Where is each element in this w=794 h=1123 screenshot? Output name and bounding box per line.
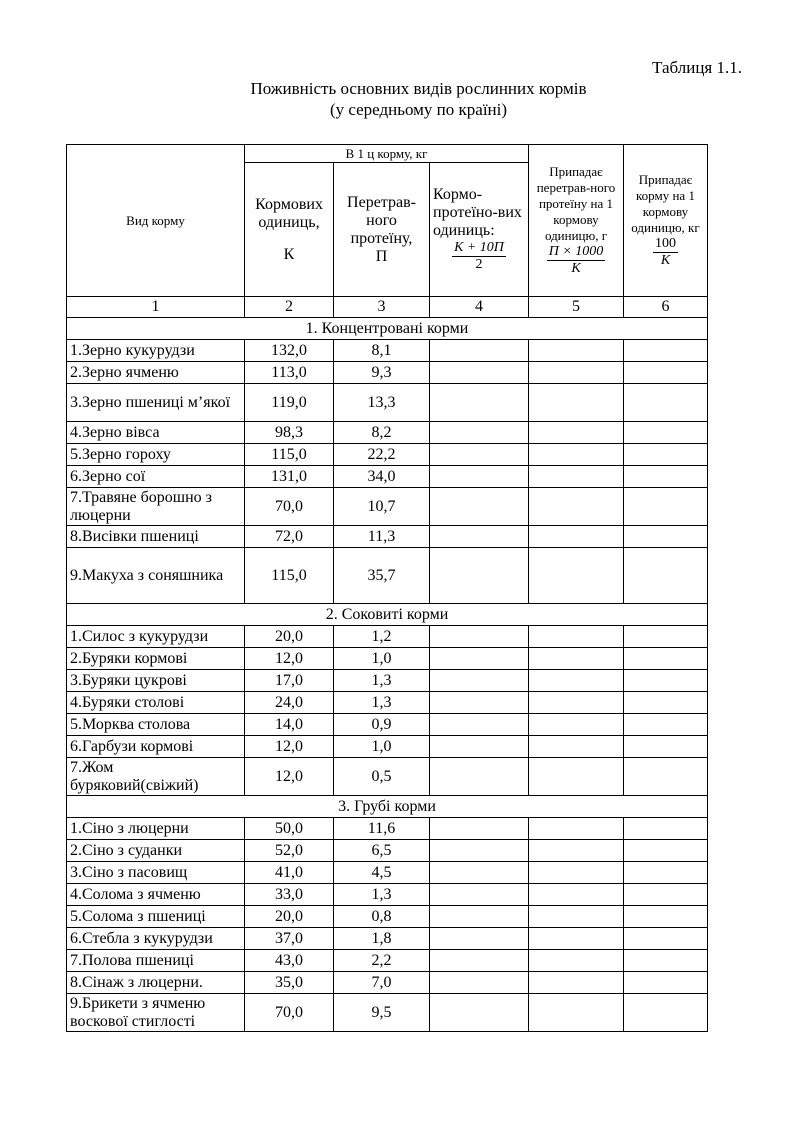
feed-units-cell: 70,0 [245,488,334,526]
protein-per-unit-cell [529,884,624,906]
feed-name-cell: 1.Силос з кукурудзи [67,626,245,648]
feed-name-cell: 9.Брикети з ячменю воскової стиглості [67,994,245,1032]
feed-units-cell: 12,0 [245,648,334,670]
table-row [67,884,708,906]
feed-protein-units-cell [430,444,529,466]
feed-per-unit-cell [624,422,708,444]
feed-per-unit-cell [624,466,708,488]
feed-protein-units-cell [430,906,529,928]
protein-cell: 0,8 [334,906,430,928]
feed-protein-units-cell [430,862,529,884]
column-number: 1 [67,297,245,318]
feed-protein-units-cell [430,670,529,692]
table-row [67,692,708,714]
protein-per-unit-cell [529,758,624,796]
feed-name-cell: 1.Сіно з люцерни [67,818,245,840]
section-title: 2. Соковиті корми [67,604,708,626]
feed-name-cell: 4.Солома з ячменю [67,884,245,906]
header-col6-formula: $\frac{100}{К}$ [655,236,676,268]
feed-protein-units-cell [430,422,529,444]
table-row [67,362,708,384]
table-row [67,994,708,1032]
protein-per-unit-cell [529,736,624,758]
feed-per-unit-cell [624,384,708,422]
protein-cell: 11,6 [334,818,430,840]
protein-cell: 34,0 [334,466,430,488]
feed-name-cell: 7.Жом буряковий(свіжий) [67,758,245,796]
feed-units-cell: 119,0 [245,384,334,422]
protein-per-unit-cell [529,714,624,736]
protein-cell: 0,5 [334,758,430,796]
feed-per-unit-cell [624,626,708,648]
feed-per-unit-cell [624,362,708,384]
header-col5-label: Припадає перетрав-ного протеїну на 1 кормову одиницю, г [536,164,616,243]
protein-cell: 1,8 [334,928,430,950]
protein-per-unit-cell [529,994,624,1032]
feed-per-unit-cell [624,818,708,840]
feed-units-cell: 115,0 [245,444,334,466]
feed-units-cell: 20,0 [245,906,334,928]
feed-per-unit-cell [624,488,708,526]
feed-name-cell: 8.Висівки пшениці [67,526,245,548]
feed-units-cell: 41,0 [245,862,334,884]
table-row [67,840,708,862]
protein-per-unit-cell [529,670,624,692]
protein-per-unit-cell [529,422,624,444]
header-col5 [529,145,624,297]
feed-protein-units-cell [430,340,529,362]
table-row [67,972,708,994]
table-row [67,714,708,736]
protein-cell: 13,3 [334,384,430,422]
protein-cell: 1,3 [334,692,430,714]
feed-protein-units-cell [430,548,529,604]
protein-per-unit-cell [529,444,624,466]
header-col6-label: Припадає корму на 1 кормову одиницю, кг [631,172,700,235]
header-col4-label: Кормо-протеїно-вих одиниць: [433,186,522,239]
protein-cell: 10,7 [334,488,430,526]
table-row [67,526,708,548]
protein-cell: 7,0 [334,972,430,994]
feed-per-unit-cell [624,736,708,758]
feed-units-cell: 72,0 [245,526,334,548]
feed-name-cell: 6.Стебла з кукурудзи [67,928,245,950]
table-row [67,548,708,604]
title-line-2: (у середньому по країні) [329,100,508,119]
feed-name-cell: 5.Зерно гороху [67,444,245,466]
protein-per-unit-cell [529,466,624,488]
protein-cell: 4,5 [334,862,430,884]
protein-cell: 1,2 [334,626,430,648]
header-col3 [334,163,430,297]
feed-per-unit-cell [624,840,708,862]
feed-units-cell: 115,0 [245,548,334,604]
header-col4-formula: $\frac{К + 10П}{2}$ [454,240,504,272]
feed-per-unit-cell [624,444,708,466]
protein-cell: 9,5 [334,994,430,1032]
column-numbers-row [67,297,708,318]
protein-cell: 2,2 [334,950,430,972]
feed-per-unit-cell [624,548,708,604]
feed-name-cell: 5.Солома з пшениці [67,906,245,928]
feed-units-cell: 20,0 [245,626,334,648]
protein-per-unit-cell [529,340,624,362]
feed-protein-units-cell [430,818,529,840]
feed-protein-units-cell [430,648,529,670]
feed-nutrition-table [66,144,708,1032]
feed-protein-units-cell [430,384,529,422]
header-col2 [245,163,334,297]
header-col3-label: Перетрав-ного протеїну, [347,193,416,247]
table-row [67,626,708,648]
feed-per-unit-cell [624,950,708,972]
feed-per-unit-cell [624,994,708,1032]
feed-units-cell: 113,0 [245,362,334,384]
feed-per-unit-cell [624,972,708,994]
feed-units-cell: 70,0 [245,994,334,1032]
feed-protein-units-cell [430,950,529,972]
feed-units-cell: 131,0 [245,466,334,488]
table-row [67,736,708,758]
protein-per-unit-cell [529,526,624,548]
feed-name-cell: 6.Гарбузи кормові [67,736,245,758]
feed-units-cell: 132,0 [245,340,334,362]
protein-per-unit-cell [529,362,624,384]
table-row [67,444,708,466]
feed-name-cell: 5.Морква столова [67,714,245,736]
table-row [67,466,708,488]
table-row [67,488,708,526]
feed-protein-units-cell [430,994,529,1032]
feed-protein-units-cell [430,714,529,736]
feed-units-cell: 24,0 [245,692,334,714]
table-row [67,818,708,840]
protein-per-unit-cell [529,928,624,950]
feed-protein-units-cell [430,488,529,526]
column-number: 4 [430,297,529,318]
table-row [67,648,708,670]
feed-name-cell: 4.Зерно вівса [67,422,245,444]
title-line-1: Поживність основних видів рослинних кормів [250,79,587,98]
protein-per-unit-cell [529,648,624,670]
feed-name-cell: 3.Сіно з пасовищ [67,862,245,884]
feed-protein-units-cell [430,758,529,796]
feed-per-unit-cell [624,340,708,362]
protein-per-unit-cell [529,862,624,884]
feed-per-unit-cell [624,714,708,736]
header-col3-symbol: П [375,247,388,265]
protein-per-unit-cell [529,972,624,994]
feed-per-unit-cell [624,906,708,928]
feed-protein-units-cell [430,626,529,648]
column-number: 5 [529,297,624,318]
table-row [67,950,708,972]
header-col5-formula: $\frac{П \times 1000}{К}$ [548,244,604,276]
feed-per-unit-cell [624,648,708,670]
header-col6 [624,145,708,297]
table-row [67,862,708,884]
protein-cell: 9,3 [334,362,430,384]
feed-protein-units-cell [430,840,529,862]
protein-cell: 6,5 [334,840,430,862]
protein-per-unit-cell [529,840,624,862]
feed-protein-units-cell [430,362,529,384]
feed-name-cell: 3.Зерно пшениці м’якої [67,384,245,422]
section-title: 1. Концентровані корми [67,318,708,340]
feed-protein-units-cell [430,692,529,714]
protein-cell: 1,3 [334,884,430,906]
protein-cell: 8,2 [334,422,430,444]
feed-units-cell: 43,0 [245,950,334,972]
feed-name-cell: 7.Травяне борошно з люцерни [67,488,245,526]
feed-units-cell: 14,0 [245,714,334,736]
protein-per-unit-cell [529,692,624,714]
feed-units-cell: 12,0 [245,736,334,758]
table-number: Таблиця 1.1. [652,58,742,77]
section-header-row [67,318,708,340]
feed-per-unit-cell [624,692,708,714]
table-row [67,340,708,362]
feed-per-unit-cell [624,526,708,548]
feed-units-cell: 98,3 [245,422,334,444]
feed-per-unit-cell [624,884,708,906]
feed-name-cell: 4.Буряки столові [67,692,245,714]
table-row [67,384,708,422]
protein-per-unit-cell [529,906,624,928]
protein-cell: 1,3 [334,670,430,692]
column-number: 3 [334,297,430,318]
table-row [67,670,708,692]
protein-cell: 1,0 [334,648,430,670]
feed-protein-units-cell [430,884,529,906]
feed-units-cell: 17,0 [245,670,334,692]
protein-per-unit-cell [529,384,624,422]
header-col4 [430,163,529,297]
feed-protein-units-cell [430,972,529,994]
feed-per-unit-cell [624,758,708,796]
protein-cell: 35,7 [334,548,430,604]
feed-per-unit-cell [624,928,708,950]
feed-name-cell: 6.Зерно сої [67,466,245,488]
feed-name-cell: 1.Зерно кукурудзи [67,340,245,362]
feed-name-cell: 3.Буряки цукрові [67,670,245,692]
protein-cell: 0,9 [334,714,430,736]
feed-units-cell: 35,0 [245,972,334,994]
protein-per-unit-cell [529,818,624,840]
table-row [67,928,708,950]
feed-name-cell: 9.Макуха з соняшника [67,548,245,604]
feed-protein-units-cell [430,736,529,758]
protein-per-unit-cell [529,548,624,604]
table-row [67,758,708,796]
section-header-row [67,604,708,626]
feed-per-unit-cell [624,862,708,884]
feed-protein-units-cell [430,526,529,548]
header-feed-type: Вид корму [67,145,245,297]
header-col2-symbol: К [283,245,295,263]
feed-units-cell: 12,0 [245,758,334,796]
column-number: 6 [624,297,708,318]
protein-per-unit-cell [529,626,624,648]
table-row [67,422,708,444]
feed-units-cell: 33,0 [245,884,334,906]
feed-per-unit-cell [624,670,708,692]
section-header-row [67,796,708,818]
protein-cell: 1,0 [334,736,430,758]
feed-name-cell: 2.Зерно ячменю [67,362,245,384]
feed-protein-units-cell [430,928,529,950]
header-col2-label: Кормових одиниць, [255,195,323,231]
header-group: В 1 ц корму, кг [245,145,529,163]
column-number: 2 [245,297,334,318]
protein-per-unit-cell [529,950,624,972]
feed-units-cell: 50,0 [245,818,334,840]
feed-name-cell: 8.Сінаж з люцерни. [67,972,245,994]
feed-units-cell: 52,0 [245,840,334,862]
feed-name-cell: 2.Буряки кормові [67,648,245,670]
protein-cell: 22,2 [334,444,430,466]
table-title [66,78,771,120]
feed-name-cell: 7.Полова пшениці [67,950,245,972]
feed-name-cell: 2.Сіно з суданки [67,840,245,862]
protein-cell: 11,3 [334,526,430,548]
feed-units-cell: 37,0 [245,928,334,950]
table-row [67,906,708,928]
protein-per-unit-cell [529,488,624,526]
section-title: 3. Грубі корми [67,796,708,818]
feed-protein-units-cell [430,466,529,488]
protein-cell: 8,1 [334,340,430,362]
